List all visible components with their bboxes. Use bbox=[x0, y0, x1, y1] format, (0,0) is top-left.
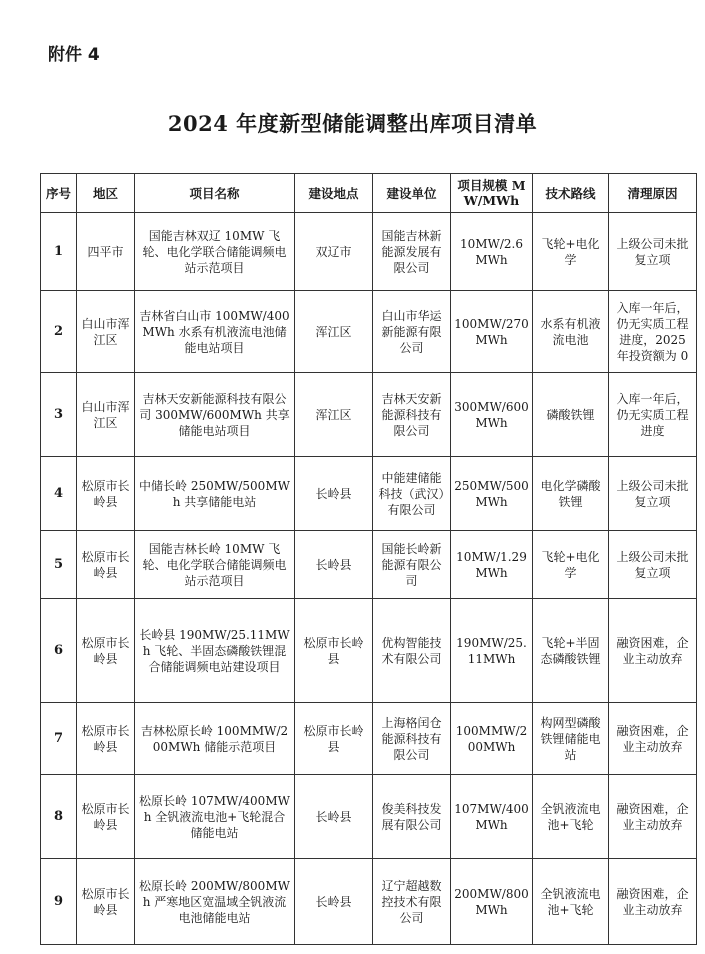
project-name-cell: 国能吉林长岭 10MW 飞轮、电化学联合储能调频电站示范项目 bbox=[135, 531, 295, 599]
location-cell: 长岭县 bbox=[295, 859, 373, 945]
project-name-cell: 松原长岭 200MW/800MWh 严寒地区宽温域全钒液流电池储能电站 bbox=[135, 859, 295, 945]
location-cell: 长岭县 bbox=[295, 775, 373, 859]
scale-cell: 10MW/2.6MWh bbox=[451, 213, 533, 291]
tech-cell: 全钒液流电池+飞轮 bbox=[533, 775, 609, 859]
header-cell: 技术路线 bbox=[533, 174, 609, 213]
table-row bbox=[41, 291, 697, 373]
tech-cell: 水系有机液流电池 bbox=[533, 291, 609, 373]
region-cell: 松原市长岭县 bbox=[77, 531, 135, 599]
project-name-cell: 吉林天安新能源科技有限公司 300MW/600MWh 共享储能电站项目 bbox=[135, 373, 295, 457]
tech-cell: 电化学磷酸铁锂 bbox=[533, 457, 609, 531]
builder-cell: 优构智能技术有限公司 bbox=[373, 599, 451, 703]
region-cell: 松原市长岭县 bbox=[77, 457, 135, 531]
builder-cell: 国能吉林新能源发展有限公司 bbox=[373, 213, 451, 291]
reason-cell: 上级公司未批复立项 bbox=[609, 213, 697, 291]
location-cell: 长岭县 bbox=[295, 531, 373, 599]
table-row bbox=[41, 599, 697, 703]
location-cell: 松原市长岭县 bbox=[295, 599, 373, 703]
tech-cell: 飞轮+半固态磷酸铁锂 bbox=[533, 599, 609, 703]
row-number: 7 bbox=[41, 703, 77, 775]
location-cell: 长岭县 bbox=[295, 457, 373, 531]
location-cell: 双辽市 bbox=[295, 213, 373, 291]
row-number: 8 bbox=[41, 775, 77, 859]
builder-cell: 国能长岭新能源有限公司 bbox=[373, 531, 451, 599]
reason-cell: 入库一年后，仍无实质工程进度，2025 年投资额为 0 bbox=[609, 291, 697, 373]
builder-cell: 上海格闰仓能源科技有限公司 bbox=[373, 703, 451, 775]
project-name-cell: 长岭县 190MW/25.11MWh 飞轮、半固态磷酸铁锂混合储能调频电站建设项目 bbox=[135, 599, 295, 703]
location-cell: 浑江区 bbox=[295, 373, 373, 457]
table-header-row bbox=[41, 174, 697, 213]
table-row bbox=[41, 373, 697, 457]
tech-cell: 磷酸铁锂 bbox=[533, 373, 609, 457]
row-number: 9 bbox=[41, 859, 77, 945]
attachment-label: 附件 4 bbox=[48, 45, 100, 65]
scale-cell: 107MW/400MWh bbox=[451, 775, 533, 859]
row-number: 4 bbox=[41, 457, 77, 531]
builder-cell: 白山市华运新能源有限公司 bbox=[373, 291, 451, 373]
tech-cell: 全钒液流电池+飞轮 bbox=[533, 859, 609, 945]
reason-cell: 融资困难，企业主动放弃 bbox=[609, 599, 697, 703]
table-row bbox=[41, 213, 697, 291]
header-cell: 项目名称 bbox=[135, 174, 295, 213]
location-cell: 松原市长岭县 bbox=[295, 703, 373, 775]
tech-cell: 飞轮+电化学 bbox=[533, 531, 609, 599]
table-row bbox=[41, 703, 697, 775]
row-number: 1 bbox=[41, 213, 77, 291]
region-cell: 松原市长岭县 bbox=[77, 775, 135, 859]
scale-cell: 10MW/1.29MWh bbox=[451, 531, 533, 599]
document-title: 2024 年度新型储能调整出库项目清单 bbox=[167, 111, 538, 136]
scale-cell: 250MW/500MWh bbox=[451, 457, 533, 531]
header-cell: 清理原因 bbox=[609, 174, 697, 213]
project-name-cell: 松原长岭 107MW/400MWh 全钒液流电池+飞轮混合储能电站 bbox=[135, 775, 295, 859]
row-number: 6 bbox=[41, 599, 77, 703]
reason-cell: 入库一年后，仍无实质工程进度 bbox=[609, 373, 697, 457]
reason-cell: 上级公司未批复立项 bbox=[609, 531, 697, 599]
scale-cell: 100MMW/200MWh bbox=[451, 703, 533, 775]
row-number: 5 bbox=[41, 531, 77, 599]
region-cell: 松原市长岭县 bbox=[77, 599, 135, 703]
region-cell: 松原市长岭县 bbox=[77, 859, 135, 945]
table-row bbox=[41, 457, 697, 531]
reason-cell: 融资困难，企业主动放弃 bbox=[609, 775, 697, 859]
tech-cell: 飞轮+电化学 bbox=[533, 213, 609, 291]
project-table bbox=[40, 173, 697, 945]
project-name-cell: 中储长岭 250MW/500MWh 共享储能电站 bbox=[135, 457, 295, 531]
scale-cell: 300MW/600MWh bbox=[451, 373, 533, 457]
header-cell: 项目规模 MW/MWh bbox=[451, 174, 533, 213]
scale-cell: 190MW/25.11MWh bbox=[451, 599, 533, 703]
table-row bbox=[41, 859, 697, 945]
region-cell: 白山市浑江区 bbox=[77, 373, 135, 457]
table-row bbox=[41, 531, 697, 599]
project-name-cell: 吉林松原长岭 100MMW/200MWh 储能示范项目 bbox=[135, 703, 295, 775]
region-cell: 白山市浑江区 bbox=[77, 291, 135, 373]
table-row bbox=[41, 775, 697, 859]
header-cell: 建设单位 bbox=[373, 174, 451, 213]
scale-cell: 200MW/800MWh bbox=[451, 859, 533, 945]
builder-cell: 吉林天安新能源科技有限公司 bbox=[373, 373, 451, 457]
reason-cell: 上级公司未批复立项 bbox=[609, 457, 697, 531]
header-cell: 序号 bbox=[41, 174, 77, 213]
builder-cell: 辽宁超越数控技术有限公司 bbox=[373, 859, 451, 945]
reason-cell: 融资困难，企业主动放弃 bbox=[609, 703, 697, 775]
project-name-cell: 国能吉林双辽 10MW 飞轮、电化学联合储能调频电站示范项目 bbox=[135, 213, 295, 291]
tech-cell: 构网型磷酸铁锂储能电站 bbox=[533, 703, 609, 775]
region-cell: 松原市长岭县 bbox=[77, 703, 135, 775]
project-name-cell: 吉林省白山市 100MW/400MWh 水系有机液流电池储能电站项目 bbox=[135, 291, 295, 373]
header-cell: 建设地点 bbox=[295, 174, 373, 213]
row-number: 2 bbox=[41, 291, 77, 373]
reason-cell: 融资困难，企业主动放弃 bbox=[609, 859, 697, 945]
builder-cell: 俊美科技发展有限公司 bbox=[373, 775, 451, 859]
header-cell: 地区 bbox=[77, 174, 135, 213]
scale-cell: 100MW/270MWh bbox=[451, 291, 533, 373]
location-cell: 浑江区 bbox=[295, 291, 373, 373]
builder-cell: 中能建储能科技（武汉）有限公司 bbox=[373, 457, 451, 531]
region-cell: 四平市 bbox=[77, 213, 135, 291]
row-number: 3 bbox=[41, 373, 77, 457]
